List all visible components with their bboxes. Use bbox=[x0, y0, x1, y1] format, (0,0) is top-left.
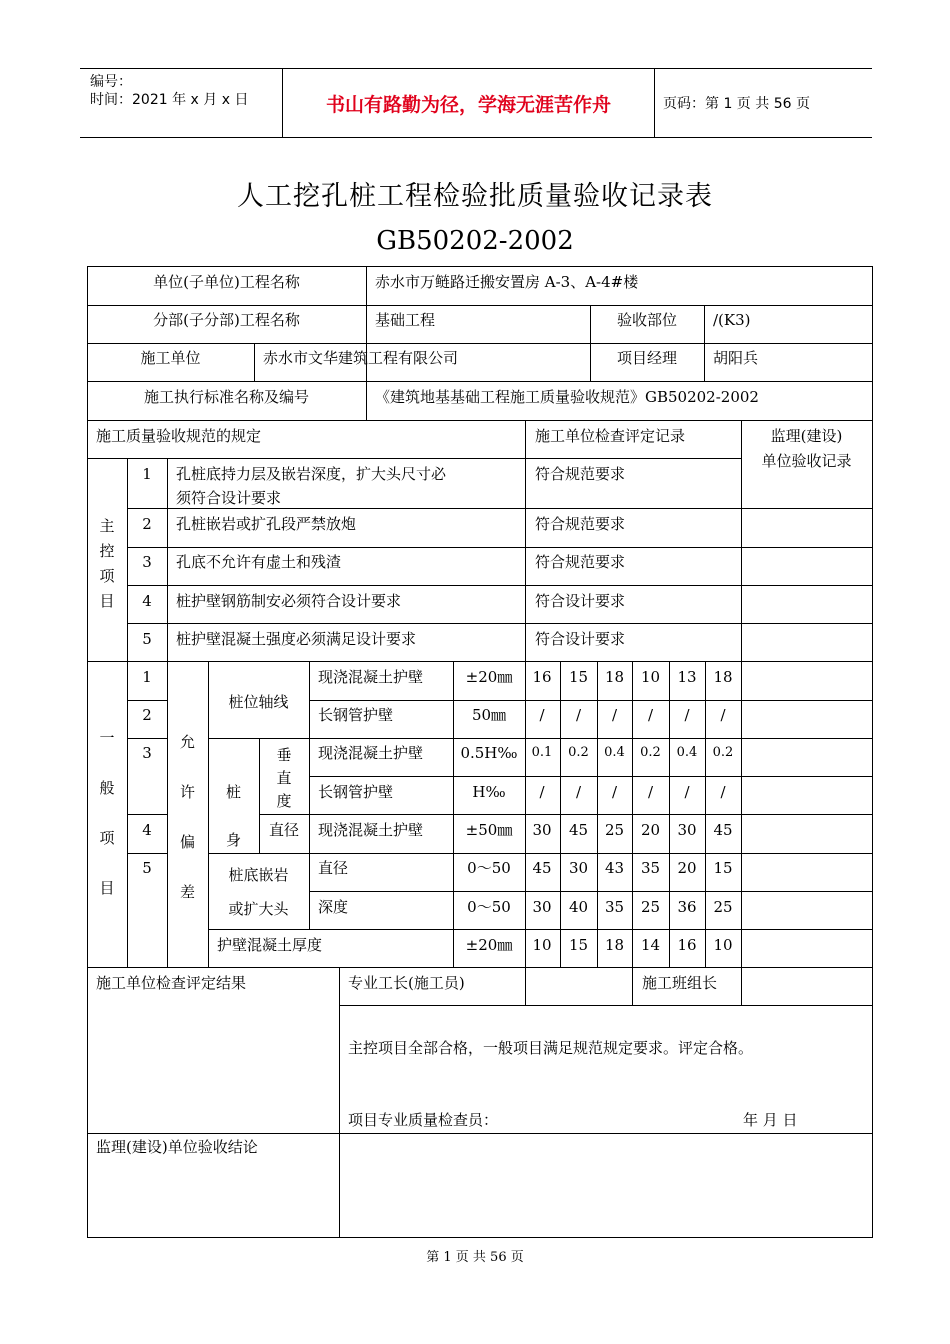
standard-value: 《建筑地基基础工程施工质量验收规范》GB50202-2002 bbox=[375, 388, 759, 406]
measured-value: 25 bbox=[713, 898, 733, 916]
measured-value: 30 bbox=[532, 898, 552, 916]
protection-type: 现浇混凝土护壁 bbox=[318, 821, 424, 839]
tolerance-value: ±20㎜ bbox=[465, 936, 513, 954]
inspection-part-label: 验收部位 bbox=[616, 311, 677, 329]
inspector-label: 项目专业质量检查员： bbox=[348, 1111, 499, 1129]
measured-value: / bbox=[575, 783, 582, 801]
check-result-label: 施工单位检查评定结果 bbox=[96, 974, 247, 992]
measured-value: / bbox=[539, 706, 545, 724]
measured-value: 36 bbox=[677, 898, 697, 916]
measured-value: / bbox=[611, 706, 618, 724]
team-leader-label: 施工班组长 bbox=[642, 974, 718, 992]
measured-value: 25 bbox=[604, 821, 625, 839]
general-no-5: 5 bbox=[142, 859, 152, 877]
tolerance-value: 0.5H‰ bbox=[460, 744, 518, 762]
measured-value: 15 bbox=[568, 936, 589, 954]
measured-value: 30 bbox=[677, 821, 697, 839]
measured-value: 0.1 bbox=[531, 745, 553, 760]
measured-value: / bbox=[647, 706, 654, 724]
measured-value: 0.2 bbox=[568, 745, 589, 760]
measured-value: 10 bbox=[532, 936, 552, 954]
allowed-deviation-label: 允 许 偏 差 bbox=[179, 733, 195, 901]
measured-value: 15 bbox=[713, 859, 733, 877]
time-label: 时间：2021 年 x 月 x 日 bbox=[90, 92, 249, 108]
general-no-1: 1 bbox=[142, 668, 152, 686]
measured-value: 16 bbox=[532, 668, 552, 686]
header-motto: 书山有路勤为径，学海无涯苦作舟 bbox=[282, 69, 655, 137]
number-label: 编号： bbox=[90, 74, 132, 90]
measured-value: 45 bbox=[532, 859, 552, 877]
protection-type: 现浇混凝土护壁 bbox=[318, 744, 424, 762]
inspection-part-value: /(K3) bbox=[713, 311, 751, 329]
measured-value: 35 bbox=[604, 898, 625, 916]
supervisor-header-line2: 单位验收记录 bbox=[761, 452, 852, 470]
sub-project-label: 分部(子分部)工程名称 bbox=[153, 311, 300, 329]
measured-value: 30 bbox=[532, 821, 552, 839]
measured-value: 30 bbox=[568, 859, 589, 877]
measured-value: 14 bbox=[640, 936, 661, 954]
pile-bottom-label: 桩底嵌岩 或扩大头 bbox=[228, 866, 289, 918]
unit-name-value: 赤水市万鲢路迁搬安置房 A-3、A-4#楼 bbox=[375, 273, 639, 291]
measured-value: 0.4 bbox=[676, 745, 698, 760]
tolerance-value: 0～50 bbox=[467, 898, 511, 916]
measured-value: 18 bbox=[604, 668, 625, 686]
measured-value: / bbox=[720, 783, 726, 801]
measured-value: 18 bbox=[713, 668, 733, 686]
builder-check-header: 施工单位检查评定记录 bbox=[535, 427, 686, 445]
document-title: 人工挖孔桩工程检验批质量验收记录表 bbox=[237, 181, 713, 212]
foreman-label: 专业工长(施工员) bbox=[348, 974, 465, 992]
pile-body-label: 桩 身 bbox=[225, 783, 241, 849]
protection-type: 直径 bbox=[318, 859, 349, 877]
general-no-4: 4 bbox=[142, 821, 152, 839]
measured-value: / bbox=[539, 783, 545, 801]
supervisor-header-line1: 监理(建设) bbox=[770, 427, 843, 445]
date-label: 年 月 日 bbox=[743, 1111, 798, 1129]
measured-value: 13 bbox=[677, 668, 697, 686]
measured-value: / bbox=[684, 706, 690, 724]
tolerance-value: ±20㎜ bbox=[465, 668, 513, 686]
measured-value: 18 bbox=[604, 936, 625, 954]
measured-value: / bbox=[575, 706, 582, 724]
tolerance-value: 0～50 bbox=[467, 859, 511, 877]
wall-thickness-label: 护壁混凝土厚度 bbox=[217, 936, 323, 954]
measured-value: / bbox=[720, 706, 726, 724]
pile-diameter-label: 直径 bbox=[268, 821, 299, 839]
protection-type: 深度 bbox=[318, 898, 349, 916]
measured-value: / bbox=[684, 783, 690, 801]
measured-value: 20 bbox=[677, 859, 697, 877]
measured-value: 25 bbox=[640, 898, 661, 916]
protection-type: 长钢管护壁 bbox=[318, 706, 394, 724]
builder-label: 施工单位 bbox=[140, 349, 201, 367]
standard-code: GB50202-2002 bbox=[376, 226, 574, 256]
measured-value: 15 bbox=[568, 668, 589, 686]
builder-value: 赤水市文华建筑工程有限公司 bbox=[263, 349, 459, 367]
tolerance-value: H‰ bbox=[472, 783, 506, 801]
page-indicator: 页码：第 1 页 共 56 页 bbox=[663, 96, 810, 112]
measured-value: 0.2 bbox=[712, 745, 734, 760]
manager-label: 项目经理 bbox=[616, 349, 677, 367]
measured-value: 0.4 bbox=[604, 745, 625, 760]
protection-type: 长钢管护壁 bbox=[318, 783, 394, 801]
supervisor-conclusion-label: 监理(建设)单位验收结论 bbox=[96, 1138, 258, 1156]
general-no-3: 3 bbox=[142, 744, 152, 762]
measured-value: 0.2 bbox=[640, 745, 661, 760]
protection-type: 现浇混凝土护壁 bbox=[318, 668, 424, 686]
tolerance-value: 50㎜ bbox=[471, 706, 507, 724]
general-no-2: 2 bbox=[142, 706, 152, 724]
main-items-label: 主 控 项 目 bbox=[99, 517, 115, 610]
measured-value: 35 bbox=[640, 859, 661, 877]
unit-name-label: 单位(子单位)工程名称 bbox=[153, 273, 300, 291]
tolerance-value: ±50㎜ bbox=[465, 821, 513, 839]
sub-project-value: 基础工程 bbox=[375, 311, 436, 329]
evaluation-conclusion: 主控项目全部合格，一般项目满足规范规定要求。评定合格。 bbox=[348, 1039, 754, 1057]
measured-value: 10 bbox=[640, 668, 661, 686]
measured-value: 43 bbox=[604, 859, 625, 877]
measured-value: 45 bbox=[713, 821, 733, 839]
general-items-label: 一 般 项 目 bbox=[99, 729, 115, 897]
measured-value: / bbox=[611, 783, 618, 801]
measured-value: / bbox=[647, 783, 654, 801]
page-footer: 第 1 页 共 56 页 bbox=[426, 1250, 524, 1265]
measured-value: 20 bbox=[640, 821, 661, 839]
standard-label: 施工执行标准名称及编号 bbox=[143, 388, 309, 406]
measured-value: 10 bbox=[713, 936, 733, 954]
pile-axis-label: 桩位轴线 bbox=[228, 693, 289, 711]
manager-value: 胡阳兵 bbox=[713, 349, 759, 367]
verticality-label: 垂 直 度 bbox=[276, 746, 292, 810]
spec-column-header: 施工质量验收规范的规定 bbox=[96, 427, 262, 445]
measured-value: 16 bbox=[677, 936, 697, 954]
measured-value: 45 bbox=[568, 821, 589, 839]
measured-value: 40 bbox=[568, 898, 589, 916]
